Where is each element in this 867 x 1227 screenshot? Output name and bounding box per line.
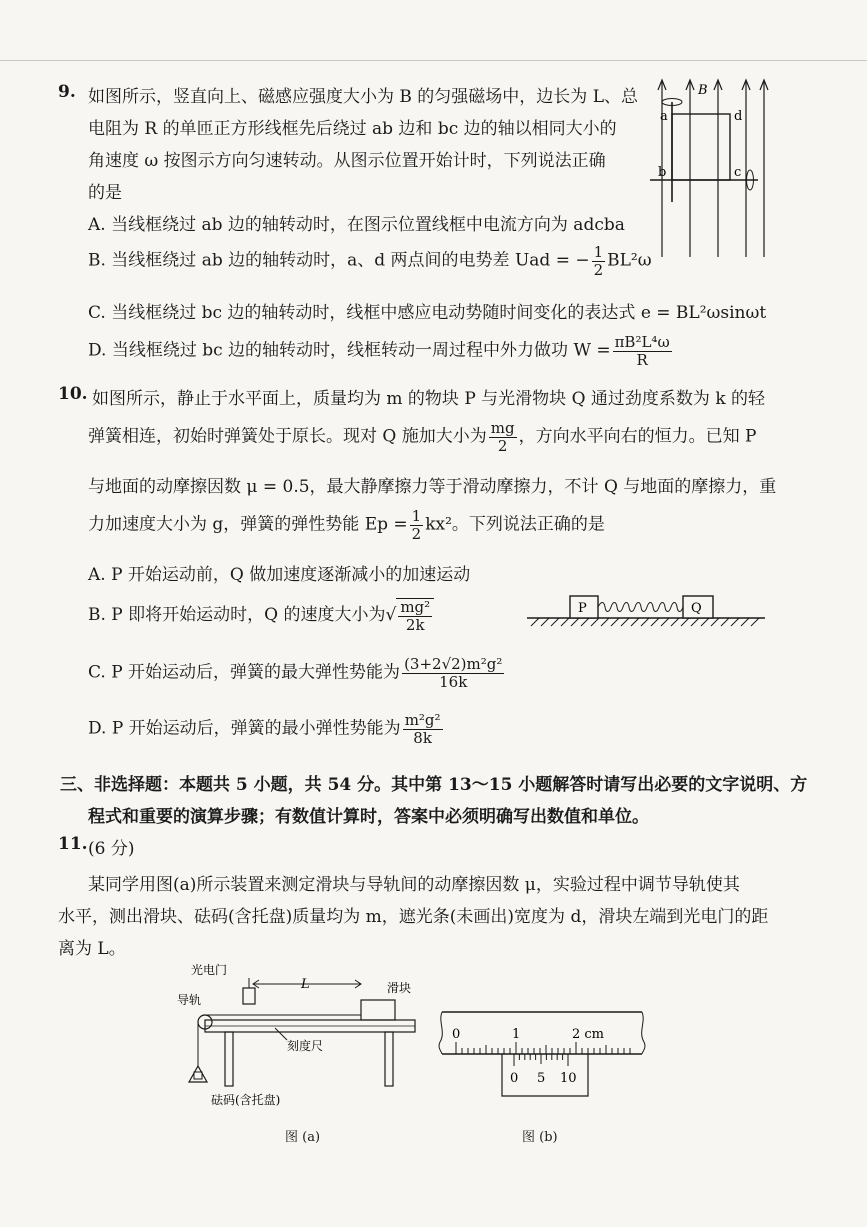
spring-blocks-figure: [525, 588, 770, 628]
question-text: 水平，测出滑块、砝码(含托盘)质量均为 m，遮光条(未画出)宽度为 d，滑块左端到光电门的距: [58, 907, 769, 927]
label-photogate: 光电门: [191, 963, 228, 977]
question-number: 11.: [58, 834, 88, 854]
figure-caption-b: 图 (b): [522, 1130, 558, 1145]
option-c: [88, 656, 506, 690]
square-root: √ $\frac{\text{mg²}}{2k}$: [385, 598, 434, 633]
question-text: 与地面的动摩擦因数 μ = 0.5，最大静摩擦力等于滑动摩擦力，不计 Q 与地面的摩擦力，重: [88, 477, 777, 497]
numerator: πB²L⁴ω: [614, 333, 670, 351]
figure-caption-a: 图 (a): [285, 1130, 321, 1145]
option-text: C. P 开始运动后，弹簧的最大弹性势能为: [88, 662, 401, 683]
main-tick-label: 2 cm: [572, 1027, 605, 1042]
vernier-tick-label: 10: [560, 1071, 577, 1086]
denominator: 2: [497, 436, 508, 455]
option-b: [88, 598, 434, 633]
text: 力加速度大小为 g，弹簧的弹性势能 Ep =: [88, 514, 408, 535]
photogate-icon: [243, 988, 255, 1004]
numerator: (3+2√2)m²g²: [404, 655, 503, 673]
ground-hatching: [531, 618, 759, 626]
question-text: 的是: [88, 183, 122, 203]
numerator: m²g²: [404, 711, 441, 729]
question-text: 如图所示，竖直向上、磁感应强度大小为 B 的匀强磁场中，边长为 L、总: [88, 87, 638, 107]
fraction: [398, 599, 432, 633]
option-d: [88, 334, 674, 368]
question-number: 10.: [58, 384, 88, 404]
option-a: A. 当线框绕过 ab 边的轴转动时，在图示位置线框中电流方向为 adcba: [88, 215, 625, 235]
question-score: (6 分): [88, 839, 135, 859]
fraction: [402, 656, 504, 690]
label-P: P: [578, 601, 587, 616]
top-rule: [0, 60, 867, 61]
apparatus-figure-a: [175, 958, 425, 1108]
fraction: [403, 712, 443, 746]
question-text: 离为 L。: [58, 939, 126, 959]
label-B: B: [698, 83, 708, 98]
label-rail: 导轨: [177, 993, 202, 1007]
question-text: [88, 420, 756, 454]
text: ，方向水平向右的恒力。已知 P: [518, 426, 757, 447]
option-d: [88, 712, 445, 746]
denominator: 2: [593, 260, 604, 279]
fraction: [410, 508, 424, 542]
spring: [598, 603, 683, 612]
numerator: mg²: [400, 598, 431, 616]
numerator: 1: [411, 507, 422, 525]
question-text: 如图所示，静止于水平面上，质量均为 m 的物块 P 与光滑物块 Q 通过劲度系数为 k 的轻: [92, 389, 766, 409]
main-scale-ticks: [456, 1042, 630, 1054]
label-d: d: [734, 109, 743, 124]
vernier-tick-label: 5: [537, 1071, 546, 1086]
numerator: mg: [490, 419, 515, 437]
label-slider: 滑块: [387, 981, 412, 995]
denominator: 2: [411, 524, 422, 543]
vernier-caliper-figure-b: [436, 1010, 648, 1102]
label-c: c: [734, 165, 742, 180]
weight-pan-icon: [189, 1066, 207, 1082]
fraction: [489, 420, 517, 454]
numerator: 1: [593, 243, 604, 261]
option-c: C. 当线框绕过 bc 边的轴转动时，线框中感应电动势随时间变化的表达式 e = BL²ωsinωt: [88, 303, 767, 323]
option-text: BL²ω: [607, 250, 652, 271]
denominator: 8k: [413, 728, 432, 747]
label-L: L: [301, 977, 310, 992]
fraction: [592, 244, 606, 278]
fraction: [613, 334, 672, 368]
option-text: B. 当线框绕过 ab 边的轴转动时，a、d 两点间的电势差 Uad = −: [88, 250, 590, 271]
vernier-ticks: [514, 1054, 568, 1066]
text: 弹簧相连，初始时弹簧处于原长。现对 Q 施加大小为: [88, 426, 487, 447]
main-scale: [442, 1012, 642, 1054]
magnetic-field-figure: [640, 72, 775, 262]
section-heading: 三、非选择题：本题共 5 小题，共 54 分。其中第 13～15 小题解答时请写出必要的文字说明、方: [60, 775, 808, 795]
section-heading: 程式和重要的演算步骤；有数值计算时，答案中必须明确写出数值和单位。: [88, 807, 649, 827]
option-a: A. P 开始运动前，Q 做加速度逐渐减小的加速运动: [88, 565, 471, 585]
question-number: 9.: [58, 82, 76, 102]
option-text: D. 当线框绕过 bc 边的轴转动时，线框转动一周过程中外力做功 W =: [88, 340, 611, 361]
label-a: a: [660, 109, 668, 124]
table-leg: [225, 1032, 233, 1086]
vernier-tick-label: 0: [510, 1071, 519, 1086]
label-ruler: 刻度尺: [287, 1039, 324, 1053]
option-text: D. P 开始运动后，弹簧的最小弹性势能为: [88, 718, 401, 739]
text: kx²。下列说法正确的是: [425, 514, 605, 535]
question-text: 电阻为 R 的单匝正方形线框先后绕过 ab 边和 bc 边的轴以相同大小的: [88, 119, 617, 139]
denominator: 16k: [439, 672, 468, 691]
denominator: 2k: [405, 615, 425, 634]
table-leg: [385, 1032, 393, 1086]
main-tick-label: 0: [452, 1027, 461, 1042]
question-text: 某同学用图(a)所示装置来测定滑块与导轨间的动摩擦因数 μ，实验过程中调节导轨使其: [88, 875, 740, 895]
question-text: 角速度 ω 按图示方向匀速转动。从图示位置开始计时，下列说法正确: [88, 151, 606, 171]
main-tick-label: 1: [512, 1027, 521, 1042]
coil-frame: [672, 114, 730, 180]
label-Q: Q: [691, 601, 702, 616]
option-text: B. P 即将开始运动时，Q 的速度大小为: [88, 605, 386, 625]
option-b: [88, 244, 652, 278]
question-text: [88, 508, 605, 542]
denominator: R: [636, 350, 648, 369]
slider-block: [361, 1000, 395, 1020]
label-b: b: [658, 165, 667, 180]
label-weight: 砝码(含托盘): [211, 1093, 281, 1107]
